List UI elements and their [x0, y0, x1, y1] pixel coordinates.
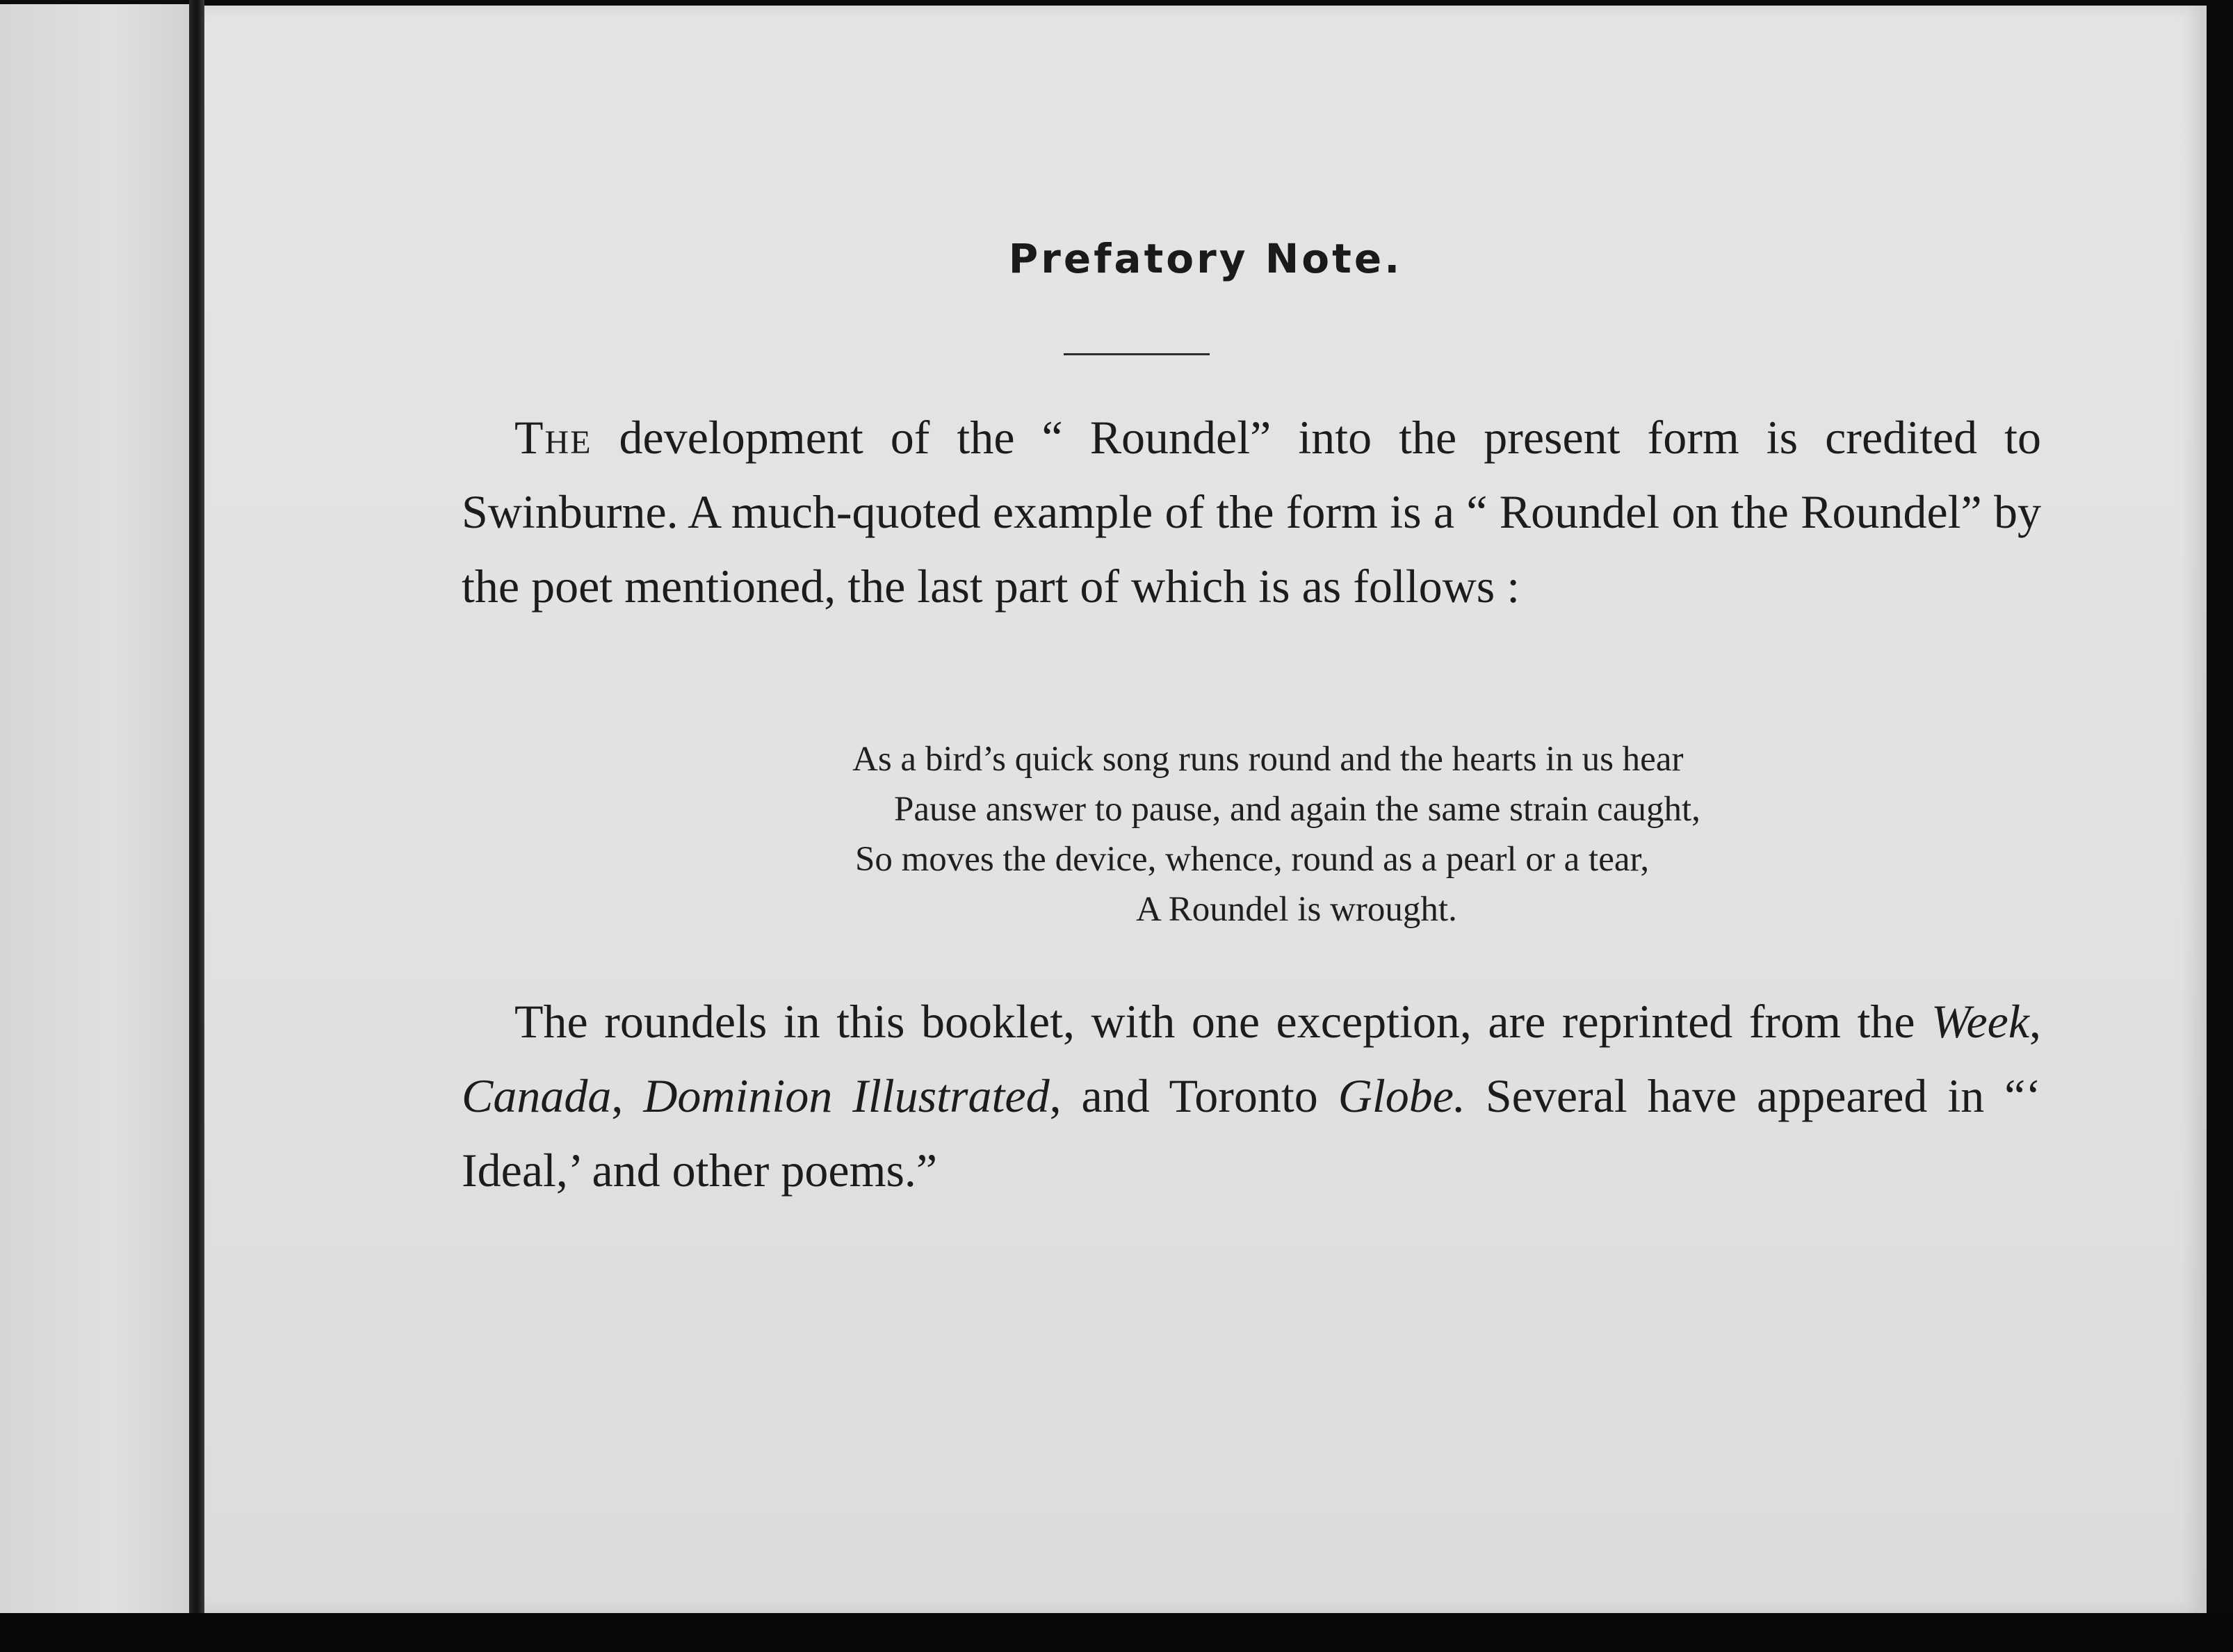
- paragraph-2: [462, 985, 2041, 1208]
- separator: ,: [2029, 995, 2041, 1048]
- verse-line: Pause answer to pause, and again the same strain caught,: [894, 790, 1700, 829]
- paragraph-1-first-word: The: [514, 411, 592, 464]
- publication-globe: Globe.: [1338, 1069, 1465, 1122]
- verse-line: As a bird’s quick song runs round and the hearts in us hear: [852, 740, 1684, 779]
- separator: ,: [611, 1069, 644, 1122]
- paragraph-2-text: The roundels in this booklet, with one exception, are reprinted from the: [514, 995, 1932, 1048]
- paragraph-2-text: Several have appeared in “‘ Ideal,’ and other poems.”: [462, 1069, 2042, 1197]
- previous-page-edge: [0, 4, 189, 1614]
- paragraph-2-text: , and Toronto: [1049, 1069, 1338, 1122]
- book-gutter: [189, 0, 204, 1620]
- verse-line: So moves the device, whence, round as a pearl or a tear,: [855, 840, 1650, 879]
- publication-week: Week: [1931, 995, 2029, 1048]
- scan-border-right: [2207, 0, 2233, 1652]
- paragraph-1: [462, 400, 2041, 624]
- scan-border-bottom: [0, 1613, 2233, 1652]
- page-title: Prefatory Note.: [1008, 235, 1403, 282]
- title-rule: [1064, 353, 1210, 355]
- publication-dominion-illustrated: Dominion Illustrated: [643, 1069, 1050, 1122]
- publication-canada: Canada: [462, 1069, 612, 1122]
- page: [204, 6, 2207, 1613]
- verse-line: A Roundel is wrought.: [1136, 890, 1457, 929]
- paragraph-1-text: development of the “ Roundel” into the present form is credited to Swinburne. A much-quoted example of the form is a “ Roundel on the Roundel” by the poet mentioned, the last part of which is as follows :: [462, 411, 2041, 613]
